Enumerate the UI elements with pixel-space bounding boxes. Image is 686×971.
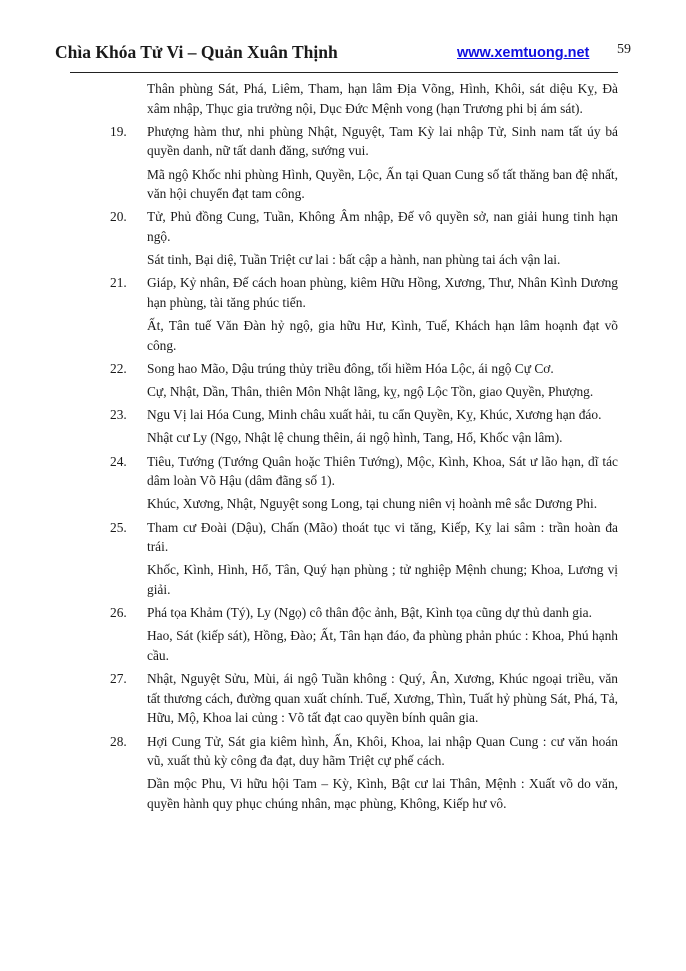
item-number: 25. xyxy=(110,519,127,535)
list-item xyxy=(110,669,618,728)
item-number: 28. xyxy=(110,733,127,749)
item-paragraph: Tham cư Đoài (Dậu), Chấn (Mão) thoát tục vi tăng, Kiếp, Kỵ lai sâm : trần hoàn đa trái. xyxy=(147,519,618,555)
item-paragraph: Sát tinh, Bại diệ, Tuần Triệt cư lai : bất cập a hành, nan phùng tai ách vận lai. xyxy=(147,252,561,268)
item-number: 21. xyxy=(110,275,127,291)
item-number: 26. xyxy=(110,605,127,621)
numbered-list xyxy=(110,122,618,814)
list-item xyxy=(110,359,618,402)
item-paragraph: Song hao Mão, Dậu trúng thủy triều đông, tối hiềm Hóa Lộc, ái ngộ Cự Cơ. xyxy=(147,360,554,376)
item-paragraph: Khốc, Kình, Hình, Hổ, Tân, Quý hạn phùng ; tử nghiệp Mệnh chung; Khoa, Lương vị giải. xyxy=(147,562,618,597)
list-item xyxy=(110,732,618,814)
item-paragraph: Tử, Phủ đồng Cung, Tuần, Không Âm nhập, Đế vô quyền sở, nan giải hung tinh hạn ngộ. xyxy=(147,209,618,244)
page-number: 59 xyxy=(617,42,631,57)
item-number: 27. xyxy=(110,671,127,687)
item-paragraph: Nhật, Nguyệt Sửu, Mùi, ái ngộ Tuần không : Quý, Ân, Xương, Khúc ngoại triều, văn tất thương cách, đường quan xuất chính. Tuế, Xương, Thìn, Tuất hỷ phùng Sát, Phá, Tả, Hữu, Mộ, Khoa lai củng : Võ tất đạt cao quyền bính quân gia. xyxy=(147,671,618,726)
page-body xyxy=(110,79,618,817)
list-item xyxy=(110,405,618,448)
book-title: Chìa Khóa Tử Vi – Quản Xuân Thịnh xyxy=(55,42,338,62)
item-paragraph: Mã ngộ Khốc nhi phùng Hình, Quyền, Lộc, Ấn tại Quan Cung số tất thăng ban đệ nhất, văn hội chuyển đạt tam công. xyxy=(147,166,618,202)
intro-paragraph: Thân phùng Sát, Phá, Liêm, Tham, hạn lâm Địa Võng, Hình, Khôi, sát diệu Kỵ, Đà xâm nhập, Thục gia trưởng nội, Dục Đức Mệnh vong (hạn Trương phi bị ám sát). xyxy=(147,81,618,116)
item-paragraph: Phá tọa Khảm (Tý), Ly (Ngọ) cô thân độc ảnh, Bật, Kình tọa cũng dự thủ danh gia. xyxy=(147,605,592,621)
website-link[interactable]: www.xemtuong.net xyxy=(457,45,590,61)
item-paragraph: Giáp, Kỷ nhân, Đế cách hoan phùng, kiêm Hữu Hồng, Xương, Thư, Nhân Kình Dương hạn phùng, tài tăng phúc tiến. xyxy=(147,275,618,310)
list-item xyxy=(110,518,618,600)
list-item xyxy=(110,452,618,514)
list-item xyxy=(110,122,618,204)
item-number: 23. xyxy=(110,407,127,423)
list-item xyxy=(110,207,618,269)
item-paragraph: Nhật cư Ly (Ngọ, Nhật lệ chung thêin, ái ngộ hình, Tang, Hổ, Khốc vận lâm). xyxy=(147,430,563,446)
item-number: 19. xyxy=(110,123,127,139)
item-paragraph: Hao, Sát (kiếp sát), Hồng, Đào; Ất, Tân hạn đáo, đa phùng phản phúc : Khoa, Phú hạnh cầu. xyxy=(147,628,618,663)
item-paragraph: Khúc, Xương, Nhật, Nguyệt song Long, tại chung niên vị hoành mê sắc Dương Phi. xyxy=(147,496,598,512)
item-paragraph: Ất, Tân tuế Văn Đàn hỷ ngộ, gia hữu Hư, Kình, Tuế, Khách hạn lâm hoạnh đạt võ công. xyxy=(147,318,618,353)
list-item xyxy=(110,273,618,355)
item-paragraph: Dần mộc Phu, Vi hữu hội Tam – Kỳ, Kình, Bật cư lai Thân, Mệnh : Xuất võ do văn, quyền hành quy phục chúng nhân, mạc phùng, Không, Kiếp hư vô. xyxy=(147,776,618,811)
item-paragraph: Phượng hàm thư, nhi phùng Nhật, Nguyệt, Tam Kỳ lai nhập Tử, Sinh nam tất úy bá quyền danh, nữ tất danh đăng, sướng vui. xyxy=(147,123,618,159)
item-paragraph: Hợi Cung Tử, Sát gia kiêm hình, Ấn, Khôi, Khoa, lai nhập Quan Cung : cư văn hoán vũ, xuất thủ kỳ công đa đạt, duy hãm Triệt cự phế cách. xyxy=(147,733,618,769)
item-paragraph: Tiêu, Tướng (Tướng Quân hoặc Thiên Tướng), Mộc, Kình, Khoa, Sát ư lão hạn, dĩ tác dâm loàn Võ Hậu (dâm đãng số 1). xyxy=(147,453,618,489)
item-number: 24. xyxy=(110,453,127,469)
item-number: 22. xyxy=(110,360,127,376)
item-number: 20. xyxy=(110,209,127,225)
item-paragraph: Ngu Vị lai Hóa Cung, Minh châu xuất hải, tu cẩn Quyền, Kỵ, Khúc, Xương hạn đáo. xyxy=(147,407,602,423)
header-divider xyxy=(70,72,618,73)
list-item xyxy=(110,603,618,665)
item-paragraph: Cự, Nhật, Dần, Thân, thiên Môn Nhật lãng, kỵ, ngộ Lộc Tồn, giao Quyền, Phượng. xyxy=(147,384,594,400)
